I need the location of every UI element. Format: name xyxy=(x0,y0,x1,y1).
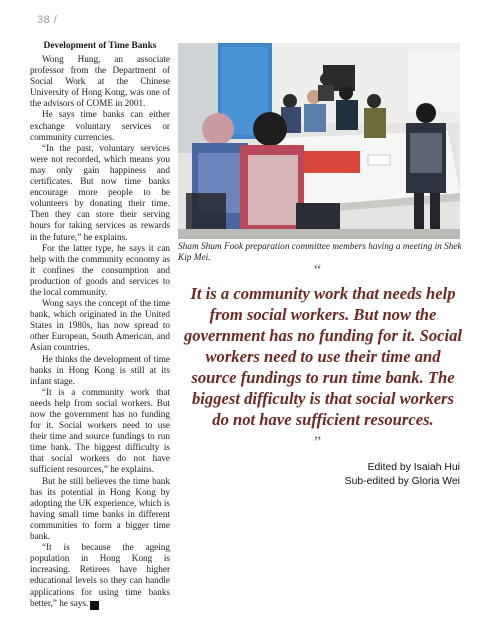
article-paragraph: He says time banks can either exchange voluntary services or community currencies. xyxy=(30,109,170,142)
article-heading: Development of Time Banks xyxy=(43,41,157,51)
meeting-photo xyxy=(178,43,460,239)
sub-editor-credit: Sub-edited by Gloria Wei xyxy=(344,476,460,487)
article-paragraph-text: “It is because the ageing population in Hong Kong is increasing. Retirees have higher educational levels so they can handle applications for using time banks better,” he says. xyxy=(30,542,170,608)
end-mark-icon: V xyxy=(90,601,99,610)
article-paragraph-last xyxy=(30,542,170,609)
pull-quote-close-mark: ” xyxy=(314,434,322,451)
article-column xyxy=(30,41,170,610)
article-paragraph: But he still believes the time bank has its potential in Hong Kong by adopting the UK experience, which is having small time banks in different communities to form a bigger time bank. xyxy=(30,475,170,542)
article-paragraph: “In the past, voluntary services were not recorded, which means you may only gain happiness and certificates. But now time banks encourage more people to be volunteers by donating their time. Then they can store their serving hours for taking services as rewards in the future,” he explains. xyxy=(30,142,170,242)
article-paragraph: Wong Hung, an associate professor from the Department of Social Work at the Chinese University of Hong Kong, was one of the advisors of COME in 2001. xyxy=(30,54,170,109)
page-number: 38 / xyxy=(37,14,58,26)
article-paragraph: “It is a community work that needs help from social workers. But now the government has no funding for it. Social workers need to use their time and source fundings to run time bank. The biggest difficulty is that social workers do not have sufficient resources,” he explains. xyxy=(30,386,170,475)
meeting-photo-illustration xyxy=(178,43,460,239)
pull-quote: It is a community work that needs help from social workers. But now the government has no funding for it. Social workers need to use their time and source fundings to run time bank. The biggest difficulty is that social workers do not have sufficient resources. xyxy=(184,284,462,429)
article-paragraph: Wong says the concept of the time bank, which originated in the United States in 1980s, has now spread to other European, South American, and Asian countries. xyxy=(30,298,170,353)
editor-credit: Edited by Isaiah Hui xyxy=(367,462,460,473)
photo-caption: Sham Shum Fook preparation committee members having a meeting in Shek Kip Mei. xyxy=(178,242,462,263)
article-paragraph: He thinks the development of time banks in Hong Kong is still at its infant stage. xyxy=(30,353,170,386)
pull-quote-open-mark: “ xyxy=(314,262,322,279)
article-paragraph: For the latter type, he says it can help with the community economy as it confines the consumption and production of goods and services to the local community. xyxy=(30,242,170,297)
credits xyxy=(345,461,460,489)
